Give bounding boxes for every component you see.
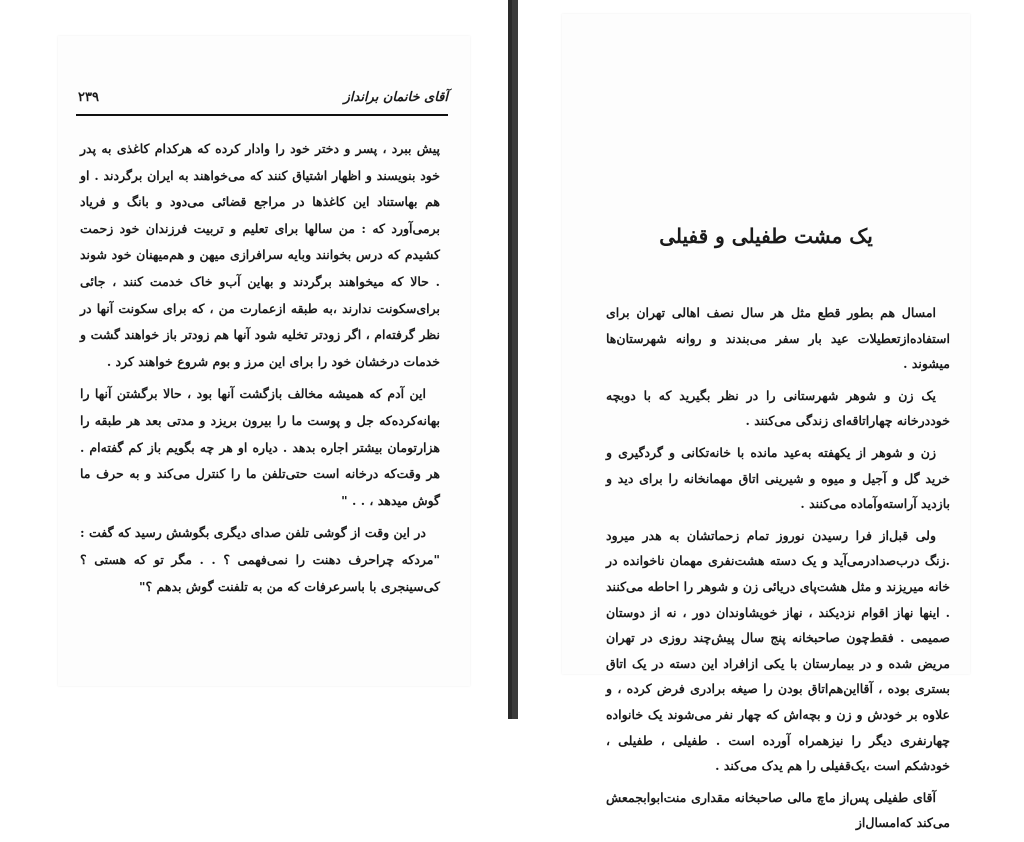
paragraph: این آدم که همیشه مخالف بازگشت آنها بود ، حالا برگشتن آنها را بهانه‌کرده‌که جل و پوست ما را بیرون بریزد و مدتی بعد هر طبقه را هزارتومان بیشتر اجاره بدهد . دیاره او هر چه بگویم باز کم گفته‌ام . هر وقت‌که درخانه است حتی‌تلفن ما را کنترل می‌کند و به حرف ما گوش میدهد ، . . "	[80, 386, 440, 508]
page-header	[78, 90, 448, 105]
paragraph: پیش ببرد ، پسر و دختر خود را وادار کرده که هرکدام کاغذی به پدر خود بنویسند و اظهار اشتیاق کنند که می‌خواهند به ایران برگردند . او هم بهاستناد این کاغذها در مراجع قضائی می‌دود و بانگ و فریاد برمی‌آورد که : من سالها برای تعلیم و تربیت فرزندان خود زحمت کشیدم که درس بخوانند وبایه سرافرازی میهن و هم‌میهنان خود شوند . حالا که میخواهند برگردند و بهاین آب‌و خاک خدمت کنند ، جائی برای‌سکونت ندارند ،به طبقه ازعمارت من ، که برای سکونت آنها در نظر گرفته‌ام ، اگر زودتر تخلیه شود آنها هم زودتر باز خواهند گشت و خدمات درخشان خود را برای این مرز و بوم شروع خواهند کرد .	[80, 141, 440, 369]
right-book-page	[562, 14, 970, 831]
left-book-page	[58, 36, 470, 686]
paragraph: یک زن و شوهر شهرستانی را در نظر بگیرید که با دوبچه خوددرخانه چهاراتاقه‌ای زندگی می‌کنند .	[606, 387, 950, 429]
paragraph: در این وقت از گوشی تلفن صدای دیگری بگوشش رسید که گفت : "مردکه چراحرف دهنت را نمی‌فهمی ؟ . . مگر تو که هستی ؟ کی‌سینجری با باسرعرفات که من به تلفنت گوش بدهم ؟"	[80, 525, 440, 594]
right-page-body	[606, 300, 950, 842]
header-rule	[76, 114, 448, 116]
book-spine-right	[512, 0, 518, 719]
page-number: ۲۳۹	[78, 90, 99, 105]
running-title: آقای خانمان برانداز	[343, 90, 448, 105]
chapter-title: یک مشت طفیلی و قفیلی	[659, 224, 873, 248]
paragraph: آقای طفیلی پس‌از ماچ مالی صاحبخانه مقداری منت‌ابوابجمعش می‌کند که‌امسال‌از	[606, 789, 950, 831]
left-page-body	[80, 136, 440, 606]
paragraph: امسال هم بطور قطع مثل هر سال نصف اهالی تهران برای استفاده‌ازتعطیلات عید بار سفر می‌بندند و روانه شهرستان‌ها میشوند .	[606, 305, 950, 372]
paragraph: زن و شوهر از یکهفته به‌عید مانده با خانه‌تکانی و گردگیری و خرید گل و آجیل و میوه و شیرینی اتاق مهمانخانه را برای دید و بازدید آراسته‌وآماده می‌کنند .	[606, 444, 950, 512]
paragraph: ولی قبل‌از فرا رسیدن نوروز تمام زحماتشان به هدر میرود .زنگ درب‌صدادرمی‌آید و یک دسته هشت‌نفری مهمان ناخوانده در خانه میریزند و مثل هشت‌پای دریائی زن و شوهر را احاطه می‌کنند . اینها نهاز اقوام نزدیکند ، نهاز خویشاوندان دور ، نه از دوستان صمیمی . فقط‌چون صاحبخانه پنج سال پیش‌چند روزی در تهران مریض شده و در بیمارستان با یکی ازافراد این دسته در یک اتاق بستری بوده ، آقااین‌هم‌اتاق بودن را صیغه برادری فرض کرده ، و علاوه بر خودش و زن و بچه‌اش که چهار نفر می‌شوند یک خانواده چهارنفری دیگر را نیزهمراه آورده است . طفیلی ، طفیلی ، خودشکم است ،یک‌قفیلی را هم یدک می‌کند .	[606, 527, 950, 774]
